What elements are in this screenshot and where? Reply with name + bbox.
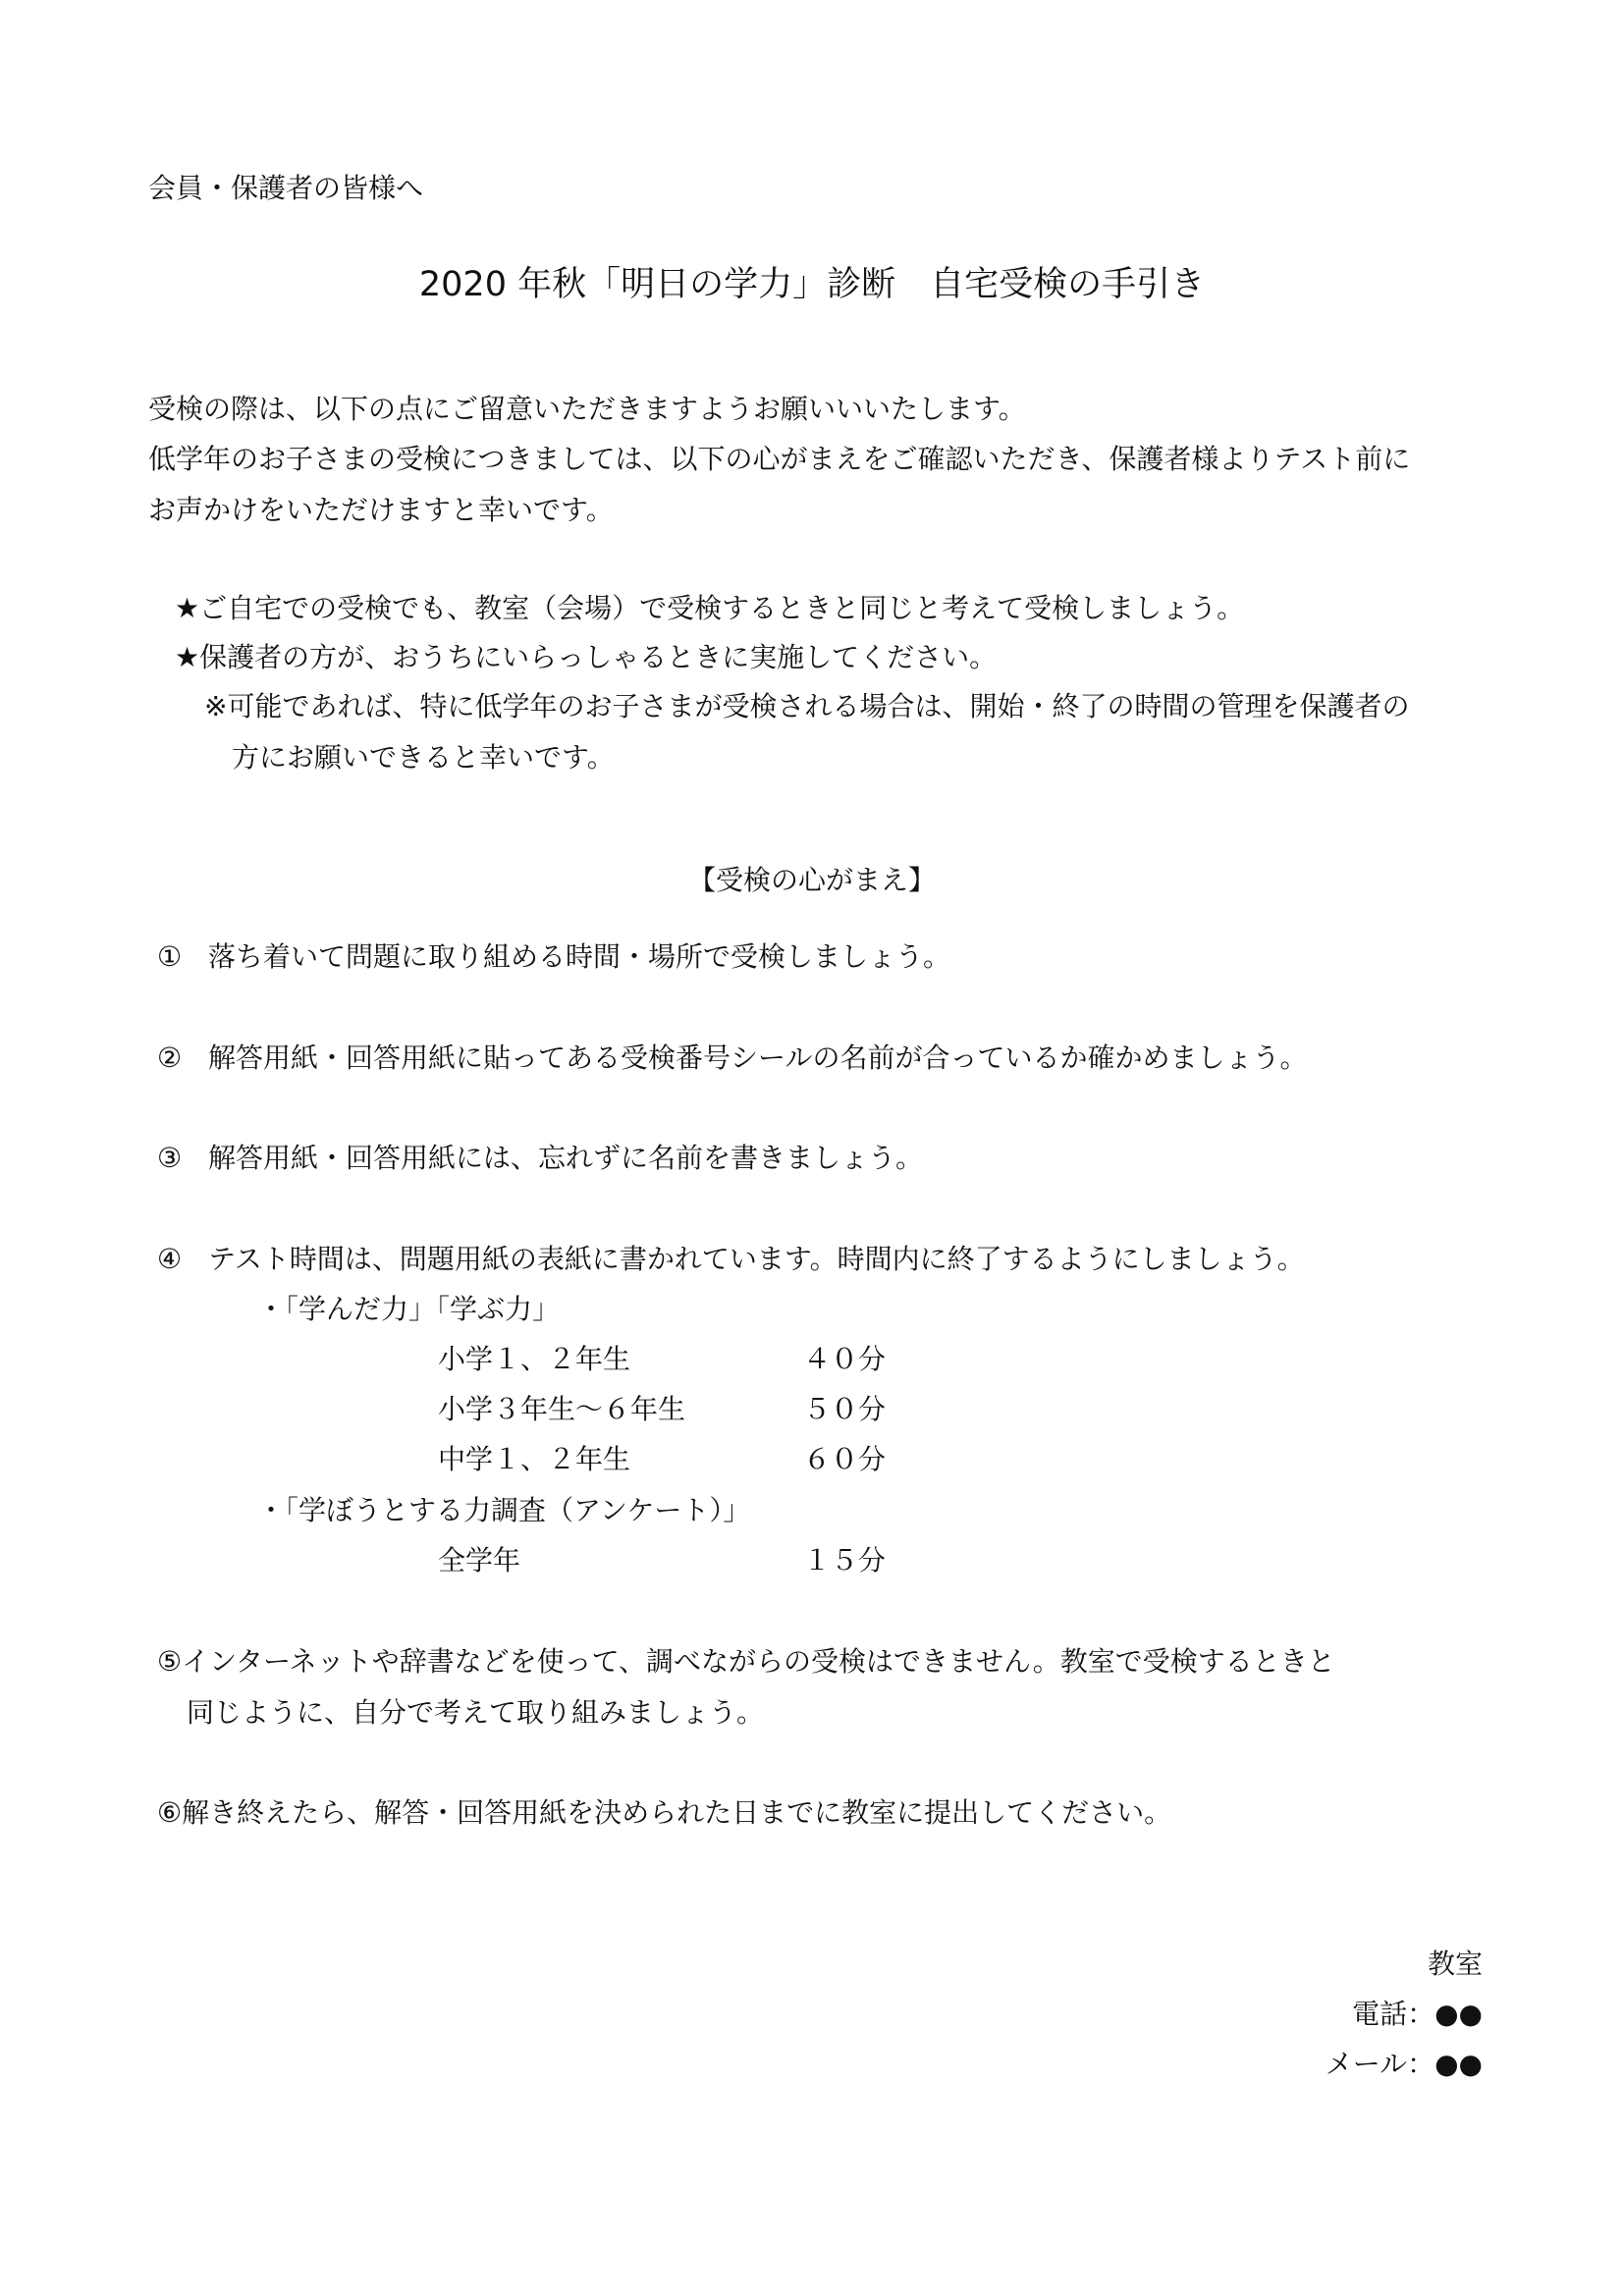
- item-4-number: ④: [157, 1243, 183, 1275]
- note-star-2: ★保護者の方が、おうちにいらっしゃるときに実施してください。: [175, 641, 998, 673]
- item-4: テスト時間は、問題用紙の表紙に書かれています。時間内に終了するようにしましょう。: [208, 1243, 1305, 1275]
- item-1-number: ①: [157, 940, 183, 973]
- item-3-number: ③: [157, 1142, 183, 1174]
- footer-mail: メール：●●: [1325, 2048, 1483, 2080]
- time-value: ４０分: [803, 1343, 887, 1375]
- footer-phone: 電話：●●: [1352, 1998, 1483, 2030]
- time-value: １５分: [803, 1544, 887, 1576]
- sub-heading-2: ・「学ぼうとする力調査（アンケート）」: [257, 1494, 751, 1526]
- footer-classroom: 教室: [1427, 1948, 1483, 1980]
- item-5-line-1: ⑤インターネットや辞書などを使って、調べながらの受検はできません。教室で受検するときと: [157, 1645, 1335, 1678]
- intro-line-2: 低学年のお子さまの受検につきましては、以下の心がまえをご確認いただき、保護者様よりテスト前に: [148, 443, 1411, 475]
- note-remark-2: 方にお願いできると幸いです。: [232, 741, 615, 774]
- item-5-line-2: 同じように、自分で考えて取り組みましょう。: [187, 1696, 765, 1729]
- time-value: ６０分: [803, 1443, 887, 1475]
- sub-heading-1: ・「学んだ力」「学ぶ力」: [257, 1293, 561, 1325]
- intro-line-3: お声かけをいただけますと幸いです。: [148, 494, 614, 526]
- item-1: 落ち着いて問題に取り組める時間・場所で受検しましょう。: [208, 940, 951, 973]
- grade-label: 中学１、２年生: [438, 1443, 631, 1475]
- item-6: ⑥解き終えたら、解答・回答用紙を決められた日までに教室に提出してください。: [157, 1796, 1172, 1829]
- grade-label: 全学年: [438, 1544, 521, 1576]
- note-remark-1: ※可能であれば、特に低学年のお子さまが受検される場合は、開始・終了の時間の管理を保護者の: [204, 690, 1410, 722]
- intro-line-1: 受検の際は、以下の点にご留意いただきますようお願いいいたします。: [148, 393, 1026, 425]
- item-3: 解答用紙・回答用紙には、忘れずに名前を書きましょう。: [208, 1142, 924, 1174]
- note-star-1: ★ご自宅での受検でも、教室（会場）で受検するときと同じと考えて受検しましょう。: [175, 592, 1245, 624]
- item-2-number: ②: [157, 1041, 183, 1074]
- salutation: 会員・保護者の皆様へ: [148, 172, 424, 204]
- item-2: 解答用紙・回答用紙に貼ってある受検番号シールの名前が合っているか確かめましょう。: [208, 1041, 1308, 1074]
- section-heading: 【受検の心がまえ】: [687, 864, 936, 896]
- grade-label: 小学１、２年生: [438, 1343, 631, 1375]
- time-value: ５０分: [803, 1393, 887, 1425]
- page-title: 2020 年秋「明日の学力」診断 自宅受検の手引き: [418, 265, 1206, 304]
- grade-label: 小学３年生～６年生: [438, 1393, 686, 1425]
